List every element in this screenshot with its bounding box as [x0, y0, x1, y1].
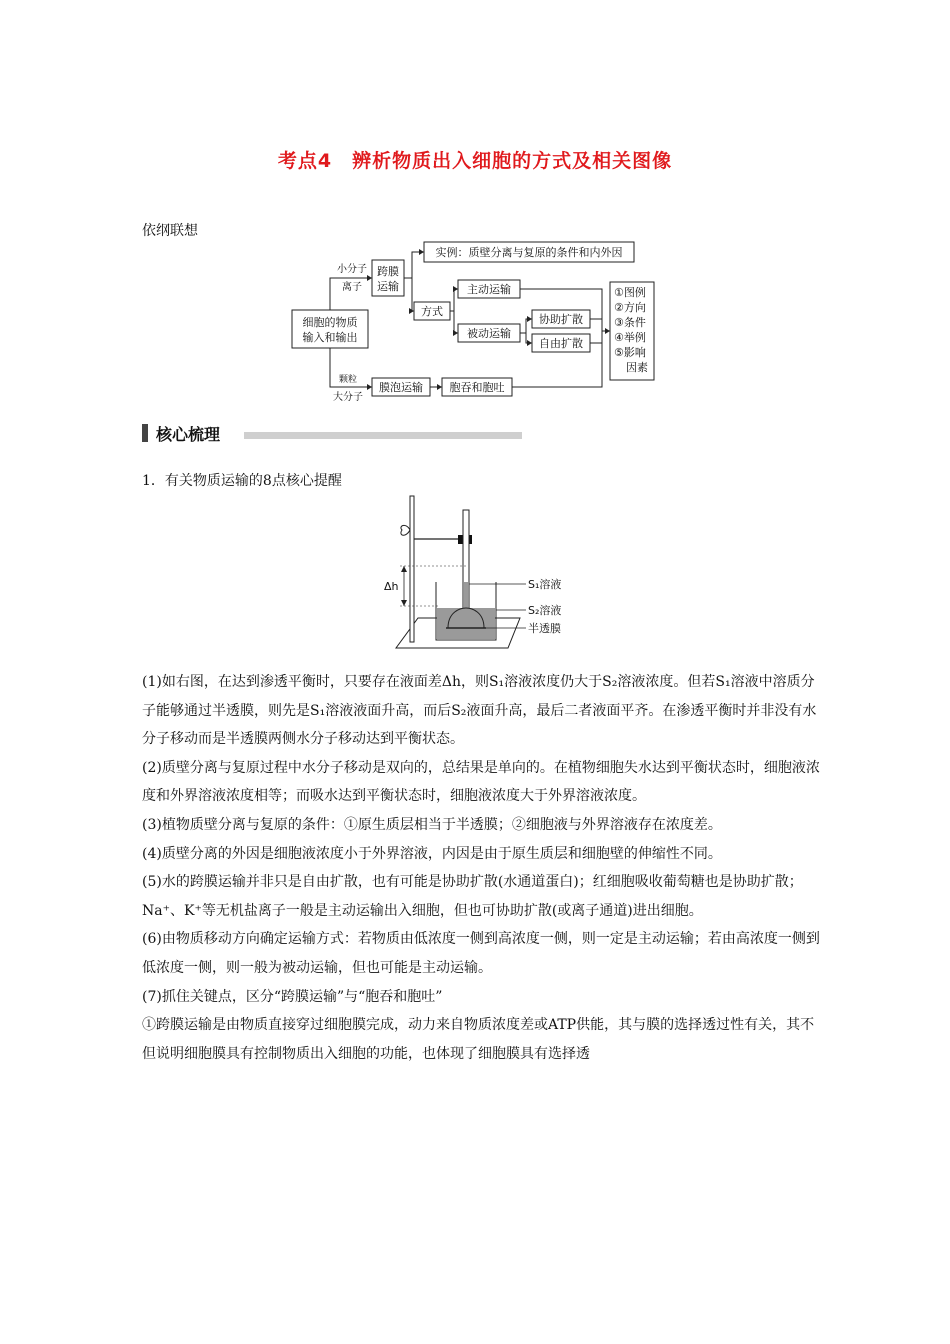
- section-label: 核心梳理: [156, 425, 221, 444]
- membrane-label: 半透膜: [528, 622, 561, 635]
- subhead: 依纲联想: [142, 223, 198, 239]
- section-rule: [244, 432, 522, 439]
- fangshi-label: 方式: [421, 305, 443, 318]
- paragraph-6: (6)由物质移动方向确定运输方式：若物质由低浓度一侧到高浓度一侧，则一定是主动运输；若由高浓度一侧到低浓度一侧，则一般为被动运输，但也可能是主动运输。: [142, 931, 820, 976]
- paragraph-8: ①跨膜运输是由物质直接穿过细胞膜完成，动力来自物质浓度差或ATP供能，其与膜的选择透过性有关，其不但说明细胞膜具有控制物质出入细胞的功能，也体现了细胞膜具有选择透: [142, 1017, 815, 1062]
- aspect-5: ⑤影响: [614, 346, 646, 359]
- branch-large-1: 颗粒: [338, 375, 358, 385]
- example-label: 实例：质壁分离与复原的条件和内外因: [435, 246, 623, 259]
- branch-large-2: 大分子: [333, 392, 363, 403]
- baotun-label: 胞吞和胞吐: [449, 381, 505, 394]
- paragraph-5: (5)水的跨膜运输并非只是自由扩散，也有可能是协助扩散(水通道蛋白)；红细胞吸收葡萄糖也是协助扩散；Na⁺、K⁺等无机盐离子一般是主动运输出入细胞，但也可协助扩散(或离子通道)进出细胞。: [142, 874, 803, 919]
- section-header: [142, 422, 522, 444]
- body-text: [142, 668, 822, 1068]
- page-title: 考点4 辨析物质出入细胞的方式及相关图像: [277, 150, 673, 172]
- xiezhu-label: 协助扩散: [539, 313, 583, 326]
- kuamo-label-2: 运输: [377, 280, 399, 293]
- aspect-2: ②方向: [614, 301, 646, 314]
- aspect-4: ④举例: [614, 331, 646, 344]
- osmosis-apparatus: [380, 490, 580, 650]
- paragraph-3: (3)植物质壁分离与复原的条件：①原生质层相当于半透膜；②细胞液与外界溶液存在浓度差。: [142, 816, 722, 833]
- aspect-6: 因素: [626, 361, 648, 374]
- beidong-label: 被动运输: [467, 327, 511, 340]
- root-label-2: 输入和输出: [302, 331, 358, 344]
- paragraph-7: (7)抓住关键点，区分“跨膜运输”与“胞吞和胞吐”: [142, 988, 443, 1005]
- aspect-1: ①图例: [614, 286, 646, 299]
- aspect-3: ③条件: [614, 316, 646, 329]
- paragraph-1: (1)如右图，在达到渗透平衡时，只要存在液面差Δh，则S₁溶液浓度仍大于S₂溶液浓度。但若S₁溶液中溶质分子能够通过半透膜，则先是S₁溶液液面升高，而后S₂液面升高，最后二者液面平齐。在渗透平衡时并非没有水分子移动而是半透膜两侧水分子移动达到平衡状态。: [142, 674, 817, 748]
- mopao-label: 膜泡运输: [379, 381, 423, 394]
- branch-small-1: 小分子: [337, 264, 367, 275]
- delta-h-label: Δh: [384, 580, 399, 593]
- root-label-1: 细胞的物质: [302, 316, 358, 329]
- kuamo-label-1: 跨膜: [377, 265, 399, 278]
- paragraph-2: (2)质壁分离与复原过程中水分子移动是双向的，总结果是单向的。在植物细胞失水达到平衡状态时，细胞液浓度和外界溶液浓度相等；而吸水达到平衡状态时，细胞液浓度大于外界溶液浓度。: [142, 759, 820, 805]
- tube-liquid: [464, 582, 468, 610]
- zhudong-label: 主动运输: [467, 283, 511, 296]
- paragraph-4: (4)质壁分离的外因是细胞液浓度小于外界溶液，内因是由于原生质层和细胞壁的伸缩性不同。: [142, 845, 722, 862]
- ziyou-label: 自由扩散: [539, 337, 583, 350]
- stand-rod: [410, 496, 414, 642]
- section-bar: [142, 424, 148, 442]
- section-item-title: 1．有关物质运输的8点核心提醒: [142, 473, 342, 489]
- concept-map: [280, 236, 660, 406]
- branch-small-2: 离子: [342, 282, 362, 293]
- s1-label: S₁溶液: [528, 578, 562, 591]
- clamp-knob: [401, 525, 410, 535]
- s2-label: S₂溶液: [528, 604, 562, 617]
